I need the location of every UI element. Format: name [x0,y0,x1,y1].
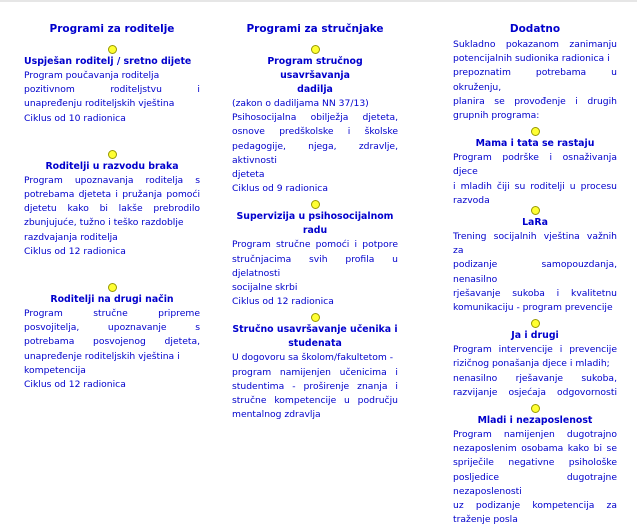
bullet-dot-icon [311,45,320,54]
text-line: Sukladno pokazanom zanimanju [453,39,617,50]
text-line: potrebama posvojenog djeteta, [24,336,200,348]
bullet-dot-icon [108,45,117,54]
program-section [24,283,200,392]
text-line: rizičnog ponašanja djece i mladih; [453,358,610,370]
column-heading: Programi za stručnjake [246,23,384,35]
top-divider [0,0,637,2]
column-heading: Dodatno [509,23,561,35]
column-heading: Programi za roditelje [49,23,175,35]
title-line: dadilja [297,84,333,95]
bullet-dot-icon [531,404,540,413]
text-line: pozitivnom roditeljstvu i [24,84,200,96]
program-description [232,97,398,182]
program-title: LaRa [522,217,548,229]
bullet-dot-icon [108,283,117,292]
title-line: studenata [288,338,342,350]
text-line: nenasilno rješavanje sukoba, [453,372,617,384]
text-line: djetetu kako bi lakše prebrodilo [24,203,200,215]
program-title [232,210,398,238]
text-line: kompetencija [24,364,86,376]
text-line: posljedice dugotrajne nezaposlenosti [453,471,617,497]
column-additional [453,22,617,527]
text-line: osnove predškolske i školske [232,126,398,138]
program-section [24,45,200,126]
text-line: prepoznatim potrebama u okruženju, [453,67,617,93]
program-description [24,307,200,378]
text-line: mentalnog zdravlja [232,409,321,421]
column-professionals [232,22,398,426]
text-line: stručne kompetencije u području [232,395,398,407]
program-section [453,127,617,208]
text-line: uz podizanje kompetencija za [453,500,617,512]
title-line: Program stručnog usavršavanja [267,56,363,81]
text-line: komunikaciju - program prevencije [453,302,613,314]
text-line: socijalne skrbi [232,282,298,294]
text-line: potencijalnih sudionika radionica i [453,53,610,65]
program-title: Uspješan roditelj / sretno dijete [24,56,192,67]
program-section [232,45,398,196]
program-title: Ja i drugi [511,330,559,342]
text-line: spriječile negativne psihološke [453,457,617,469]
text-line: razvoda [453,194,490,206]
program-description [24,69,200,112]
program-section [232,313,398,422]
program-section [24,150,200,259]
text-line: zbunjujuće, tužno i teško razdoblje [24,217,184,229]
program-section [453,404,617,527]
text-line: Psihosocijalna obilježja djeteta, [232,112,398,124]
program-description [232,238,398,295]
text-line: Program namijenjen dugotrajno [453,429,617,441]
text-line: grupnih programa: [453,110,540,122]
text-line: Program upoznavanja roditelja s [24,174,200,186]
program-section [453,319,617,400]
text-line: planira se provođenje i drugih [453,95,617,107]
text-line: stručnjacima svih profila u djelatnosti [232,253,398,279]
text-line: Program stručne pripreme [24,308,200,320]
bullet-dot-icon [531,206,540,215]
text-line: podizanje samopouzdanja, nenasilno [453,259,617,285]
text-line: U dogovoru sa školom/fakultetom - [232,352,394,364]
bullet-dot-icon [531,319,540,328]
cycle-info: Ciklus od 12 radionica [24,379,126,391]
cycle-info: Ciklus od 10 radionica [24,112,126,124]
text-line: razdvajanja roditelja [24,231,118,243]
text-line: razvijanje osjećaja odgovornosti [453,386,617,398]
bullet-dot-icon [531,127,540,136]
bullet-dot-icon [108,150,117,159]
program-description [453,428,617,527]
text-line: traženje posla [453,514,518,526]
text-line: unapređenje roditeljskih vještina i [24,350,180,362]
program-description [453,230,617,315]
text-line: Trening socijalnih vještina važnih za [453,231,617,257]
text-line: unapređenju roditeljskih vještina [24,98,175,110]
program-section [232,200,398,309]
cycle-info: Ciklus od 12 radionica [24,245,126,257]
text-line: posvojitelja, upoznavanje s [24,322,200,334]
text-line: nezaposlenim osobama kako bi se [453,443,617,455]
program-description [453,343,617,400]
text-line: program namijenjen učenicima i [232,366,398,378]
text-line: Program podrške i osnaživanja djece [453,152,617,178]
title-line: radu [302,225,328,237]
text-line: potrebama djeteta i pružanja pomoći [24,189,200,201]
program-description [24,174,200,245]
program-title: Roditelji u razvodu braka [45,160,179,172]
program-section [453,206,617,315]
bullet-dot-icon [311,200,320,209]
program-title: Mladi i nezaposlenost [477,415,593,427]
text-line: rješavanje sukoba i kvalitetnu [453,287,617,299]
text-line: Program poučavanja roditelja [24,70,160,81]
program-title [232,323,398,351]
text-line: (zakon o dadiljama NN 37/13) [232,98,369,109]
title-line: Stručno usavršavanje učenika i [232,324,398,336]
program-title: Roditelji na drugi način [50,294,174,306]
text-line: djeteta [232,169,265,181]
program-description [232,351,398,422]
cycle-info: Ciklus od 9 radionica [232,183,328,195]
text-line: Program stručne pomoći i potpore [232,239,398,251]
column-parents [24,22,200,416]
text-line: pedagogije, njega, zdravlje, aktivnosti [232,140,398,166]
text-line: studentima - proširenje znanja i [232,380,398,392]
text-line: i mladih čiji su roditelji u procesu [453,180,617,192]
bullet-dot-icon [311,313,320,322]
text-line: Program intervencije i prevencije [453,344,617,356]
intro-text [453,38,617,123]
title-line: Supervizija u psihosocijalnom [236,211,394,223]
program-title [232,55,398,97]
cycle-info: Ciklus od 12 radionica [232,296,334,308]
program-title: Mama i tata se rastaju [475,138,595,150]
program-description [453,151,617,208]
